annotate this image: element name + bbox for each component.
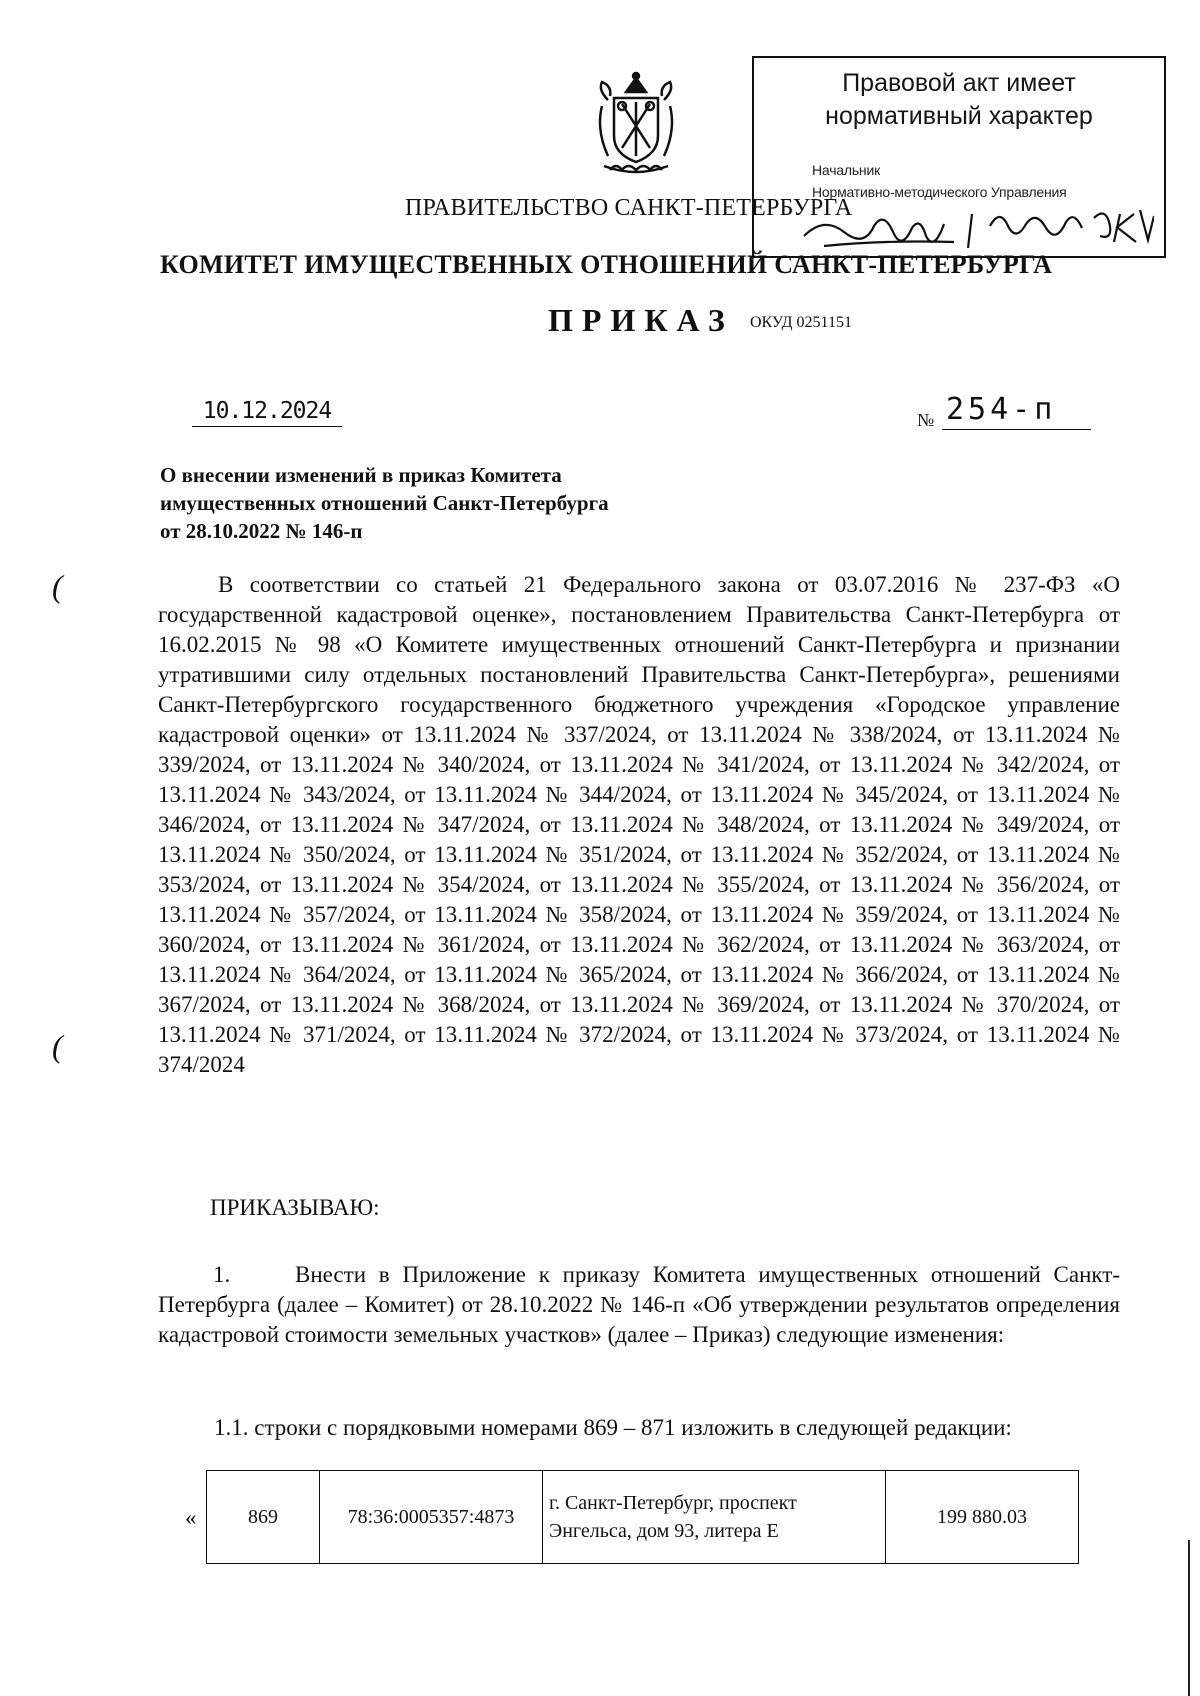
order-item-1-1: 1.1. строки с порядковыми номерами 869 – 871 изложить в следующей редакции:	[214, 1415, 1012, 1440]
table-row	[207, 1471, 1079, 1564]
committee-name: КОМИТЕТ ИМУЩЕСТВЕННЫХ ОТНОШЕНИЙ САНКТ-ПЕТЕРБУРГА	[160, 250, 1053, 279]
subject-line3: от 28.10.2022 № 146-п	[160, 519, 363, 543]
preamble-paragraph: В соответствии со статьей 21 Федерального закона от 03.07.2016 № 237-ФЗ «О государственной кадастровой оценке», постановлением Правительства Санкт-Петербурга от 16.02.2015 № 98 «О Комитете имущественных отношений Санкт-Петербурга и признании утратившими силу отдельных постановлений Правительства Санкт-Петербурга», решениями Санкт-Петербургского государственного бюджетного учреждения «Городское управление кадастровой оценки» от 13.11.2024 № 337/2024, от 13.11.2024 № 338/2024, от 13.11.2024 № 339/2024, от 13.11.2024 № 340/2024, от 13.11.2024 № 341/2024, от 13.11.2024 № 342/2024, от 13.11.2024 № 343/2024, от 13.11.2024 № 344/2024, от 13.11.2024 № 345/2024, от 13.11.2024 № 346/2024, от 13.11.2024 № 347/2024, от 13.11.2024 № 348/2024, от 13.11.2024 № 349/2024, от 13.11.2024 № 350/2024, от 13.11.2024 № 351/2024, от 13.11.2024 № 352/2024, от 13.11.2024 № 353/2024, от 13.11.2024 № 354/2024, от 13.11.2024 № 355/2024, от 13.11.2024 № 356/2024, от 13.11.2024 № 357/2024, от 13.11.2024 № 358/2024, от 13.11.2024 № 359/2024, от 13.11.2024 № 360/2024, от 13.11.2024 № 361/2024, от 13.11.2024 № 362/2024, от 13.11.2024 № 363/2024, от 13.11.2024 № 364/2024, от 13.11.2024 № 365/2024, от 13.11.2024 № 366/2024, от 13.11.2024 № 367/2024, от 13.11.2024 № 368/2024, от 13.11.2024 № 369/2024, от 13.11.2024 № 370/2024, от 13.11.2024 № 371/2024, от 13.11.2024 № 372/2024, от 13.11.2024 № 373/2024, от 13.11.2024 № 374/2024	[158, 572, 1120, 1077]
item-number: 1.	[213, 1262, 231, 1287]
document-subject	[160, 461, 609, 545]
document-type: ПРИКАЗ	[548, 302, 734, 338]
subject-line1: О внесении изменений в приказ Комитета	[160, 463, 562, 487]
cadastral-value-table	[206, 1470, 1079, 1564]
coat-of-arms-icon	[588, 70, 684, 180]
stamp-department: Нормативно-методического Управления	[812, 184, 1067, 200]
margin-mark: (	[52, 568, 63, 604]
normative-act-stamp	[752, 56, 1166, 258]
stamp-title-line2: нормативный характер	[825, 102, 1093, 130]
row-number: 869	[207, 1471, 320, 1564]
document-date: 10.12.2024	[192, 398, 342, 427]
number-sign: №	[917, 410, 935, 430]
margin-mark: (	[52, 1028, 63, 1064]
subject-line2: имущественных отношений Санкт-Петербурга	[160, 491, 609, 515]
order-word: ПРИКАЗЫВАЮ:	[210, 1195, 380, 1220]
document-number: 254-п	[942, 392, 1091, 430]
cadastral-value: 199 880.03	[886, 1471, 1079, 1564]
okud-code: ОКУД 0251151	[750, 314, 852, 331]
scan-edge-line	[1188, 1540, 1190, 1696]
order-item-1	[158, 1260, 1120, 1350]
government-name: ПРАВИТЕЛЬСТВО САНКТ-ПЕТЕРБУРГА	[405, 195, 853, 221]
land-address: г. Санкт-Петербург, проспект Энгельса, дом 93, литера Е	[543, 1471, 886, 1564]
stamp-position: Начальник	[812, 162, 881, 178]
item-text: Внести в Приложение к приказу Комитета имущественных отношений Санкт-Петербурга (далее – Комитет) от 28.10.2022 № 146-п «Об утверждении результатов определения кадастровой стоимости земельных участков» (далее – Приказ) следующие изменения:	[158, 1262, 1120, 1347]
cadastral-number: 78:36:0005357:4873	[320, 1471, 543, 1564]
stamp-title-line1: Правовой акт имеет	[842, 69, 1076, 97]
table-open-quote: «	[185, 1505, 197, 1530]
